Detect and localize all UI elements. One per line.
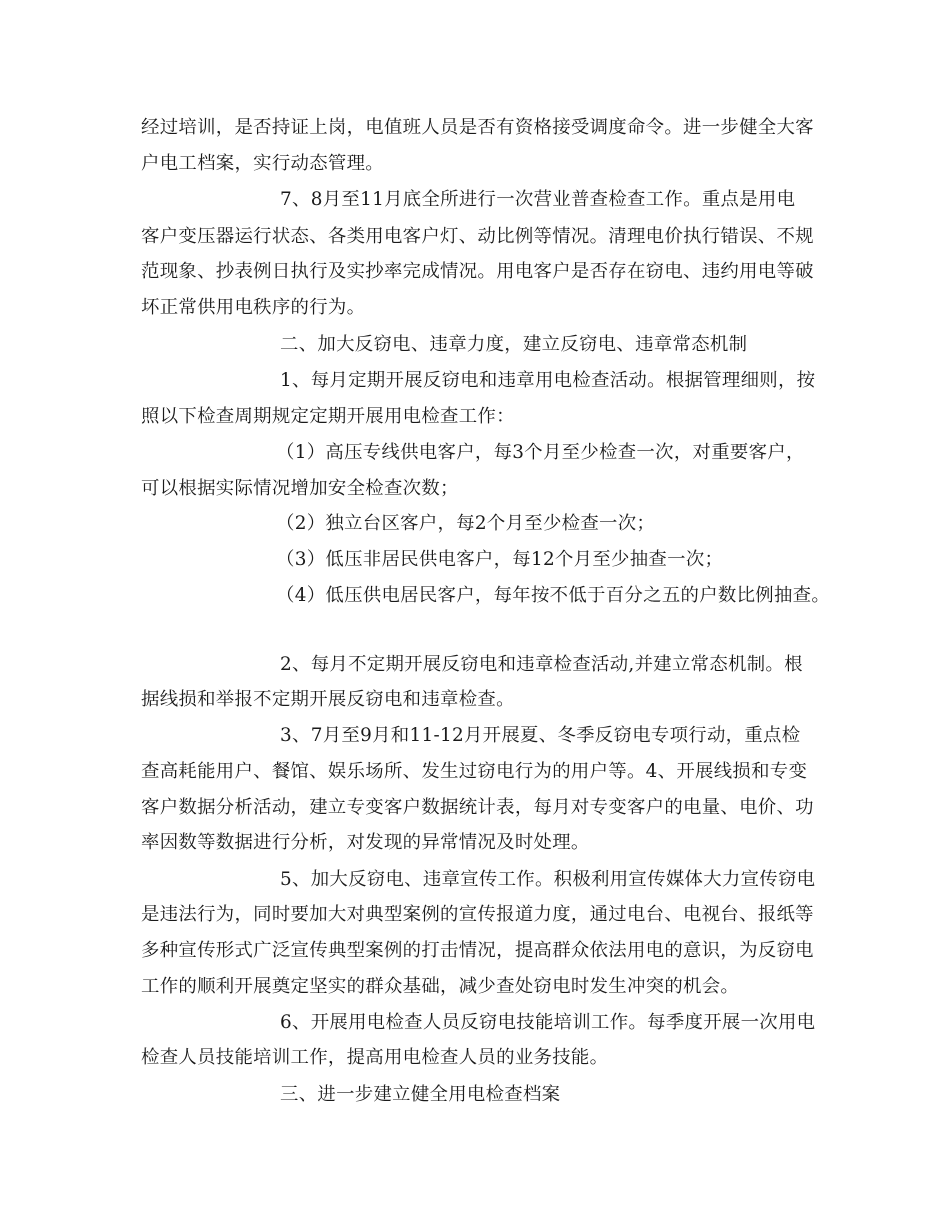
paragraph-line: 可以根据实际情况增加安全检查次数； [141, 478, 459, 499]
paragraph-line: 是违法行为，同时要加大对典型案例的宣传报道力度，通过电台、电视台、报纸等 [141, 904, 814, 925]
paragraph-line: 坏正常供用电秩序的行为。 [141, 297, 366, 318]
list-item: （1）高压专线供电客户，每3个月至少检查一次，对重要客户， [276, 442, 805, 463]
paragraph-line: 7、8月至11月底全所进行一次营业普查检查工作。重点是用电 [280, 189, 796, 210]
paragraph-line: 照以下检查周期规定定期开展用电检查工作： [141, 406, 515, 427]
paragraph-line: 2、每月不定期开展反窃电和违章检查活动,并建立常态机制。根 [280, 654, 803, 675]
paragraph-line: 率因数等数据进行分析，对发现的异常情况及时处理。 [141, 832, 590, 853]
paragraph-line: 查高耗能用户、餐馆、娱乐场所、发生过窃电行为的用户等。4、开展线损和专变 [141, 761, 808, 782]
section-heading: 二、加大反窃电、违章力度，建立反窃电、违章常态机制 [280, 334, 748, 355]
list-item: （4）低压供电居民客户，每年按不低于百分之五的户数比例抽查。 [276, 585, 831, 606]
paragraph-line: 检查人员技能培训工作，提高用电检查人员的业务技能。 [141, 1047, 609, 1068]
paragraph-line: 多种宣传形式广泛宣传典型案例的打击情况，提高群众依法用电的意识，为反窃电 [141, 940, 814, 961]
list-item: （3）低压非居民供电客户，每12个月至少抽查一次； [276, 549, 724, 570]
paragraph-line: 5、加大反窃电、违章宣传工作。积极利用宣传媒体大力宣传窃电 [280, 869, 816, 890]
paragraph-line: 6、开展用电检查人员反窃电技能培训工作。每季度开展一次用电 [280, 1012, 816, 1033]
list-item: （2）独立台区客户，每2个月至少检查一次； [276, 513, 656, 534]
paragraph-line: 工作的顺利开展奠定坚实的群众基础，减少查处窃电时发生冲突的机会。 [141, 976, 740, 997]
section-heading: 三、进一步建立健全用电检查档案 [280, 1084, 561, 1105]
paragraph-line: 据线损和举报不定期开展反窃电和违章检查。 [141, 689, 515, 710]
paragraph-line: 户电工档案，实行动态管理。 [141, 153, 384, 174]
paragraph-line: 范现象、抄表例日执行及实抄率完成情况。用电客户是否存在窃电、违约用电等破 [141, 261, 814, 282]
paragraph-line: 1、每月定期开展反窃电和违章用电检查活动。根据管理细则，按 [280, 370, 816, 391]
paragraph-line: 客户变压器运行状态、各类用电客户灯、动比例等情况。清理电价执行错误、不规 [141, 226, 814, 247]
paragraph-line: 经过培训，是否持证上岗，电值班人员是否有资格接受调度命令。进一步健全大客 [141, 117, 814, 138]
paragraph-line: 客户数据分析活动，建立专变客户数据统计表，每月对专变客户的电量、电价、功 [141, 797, 814, 818]
paragraph-line: 3、7月至9月和11-12月开展夏、冬季反窃电专项行动，重点检 [280, 725, 801, 746]
